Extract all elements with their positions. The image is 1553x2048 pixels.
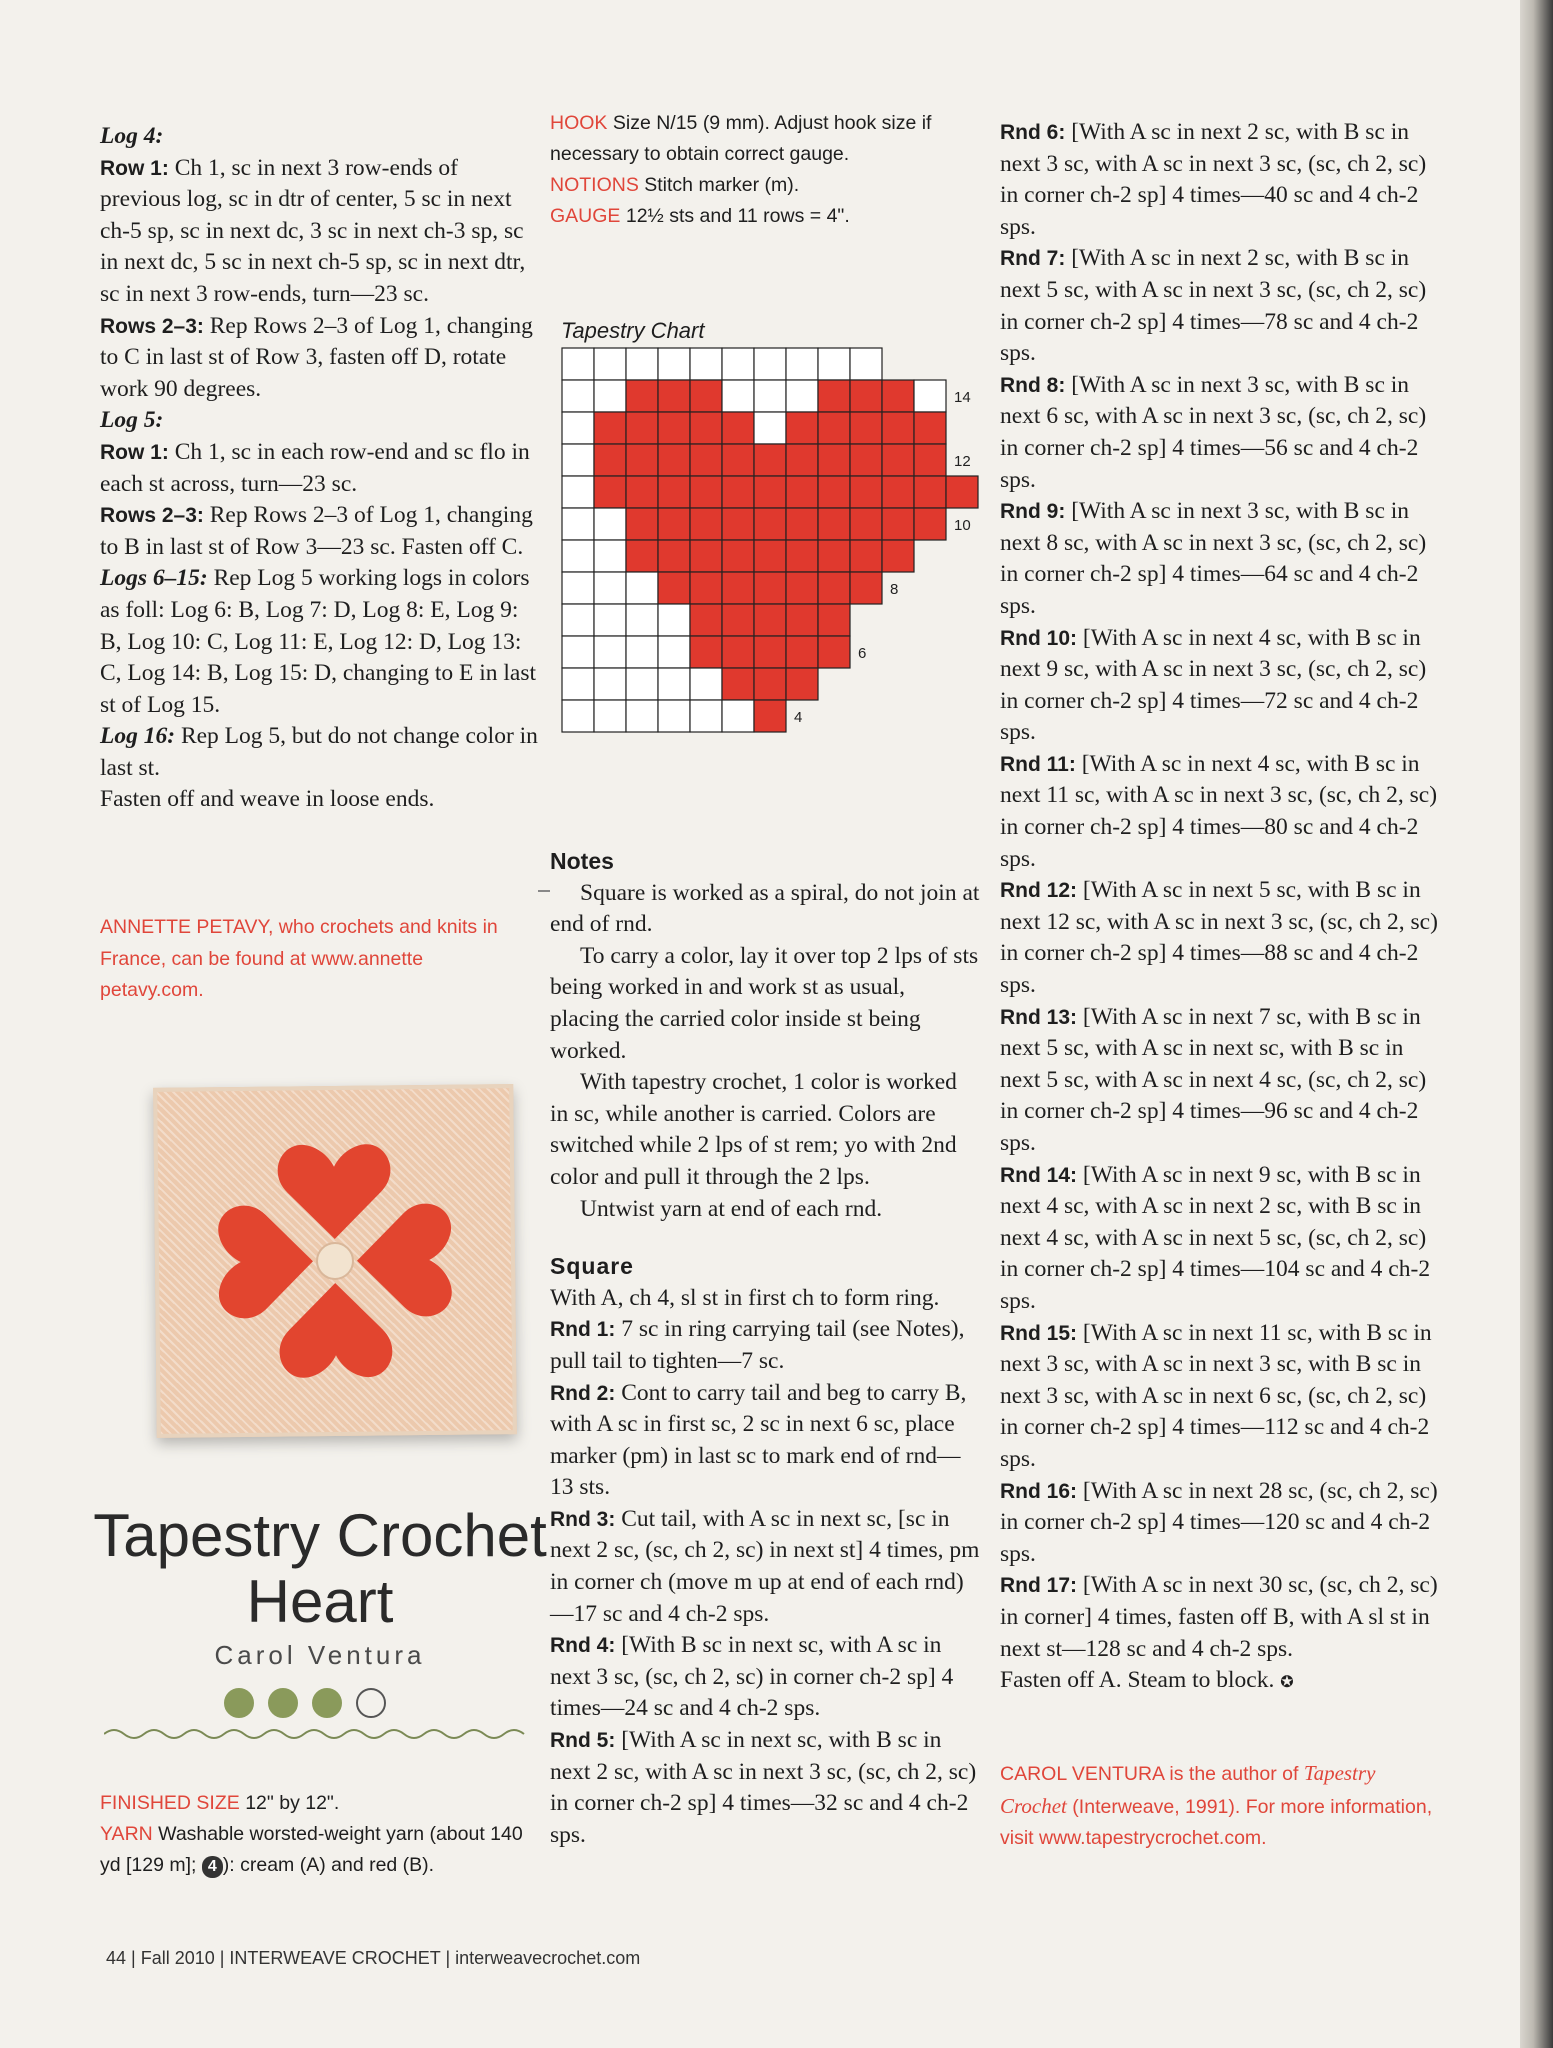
instruction-text: [With A sc in next 7 sc, with B sc in next 5 sc, with A sc in next sc, with B sc in next 5 sc, with A sc in next 4 sc, (sc, ch 2, sc) in corner ch-2 sp] 4 times—96 sc and 4 ch-2 sps. (1000, 1003, 1427, 1156)
row-label: Rows 2–3: (100, 504, 204, 528)
difficulty-dot-filled (313, 1689, 341, 1717)
chart-cell-cream (690, 668, 722, 700)
instruction-text: [With B sc in next sc, with A sc in next 3 sc, (sc, ch 2, sc) in corner ch-2 sp] 4 times—24 sc and 4 ch-2 sps. (550, 1632, 954, 1722)
chart-cell-red (626, 444, 658, 476)
rnd-label: Rnd 7: (1000, 247, 1066, 271)
chart-cell-cream (562, 668, 594, 700)
row-label: Logs 6–15: (100, 565, 208, 592)
instruction-text: With A, ch 4, sl st in first ch to form ring. (550, 1284, 940, 1311)
difficulty-rating (222, 1686, 422, 1720)
notes-paragraph: Square is worked as a spiral, do not join at end of rnd. (550, 879, 980, 938)
chart-cell-cream (562, 700, 594, 732)
chart-cell-red (850, 412, 882, 444)
chart-cell-red (722, 668, 754, 700)
round-instruction (1000, 1160, 1440, 1318)
notes-heading: Notes (550, 848, 614, 874)
instruction-text: [With A sc in next 28 sc, (sc, ch 2, sc) in corner ch-2 sp] 4 times—120 sc and 4 ch-2 sps. (1000, 1477, 1438, 1567)
instruction-text: Rep Log 5, but do not change color in last st. (100, 723, 538, 781)
rnd-label: Rnd 15: (1000, 1321, 1078, 1345)
instruction-text: [With A sc in next 11 sc, with B sc in next 3 sc, with A sc in next 3 sc, with B sc in next 3 sc, with A sc in next 6 sc, (sc, ch 2, sc) in corner ch-2 sp] 4 times—112 sc and 4 ch-2 sps. (1000, 1319, 1432, 1472)
chart-cell-red (786, 412, 818, 444)
instruction-text: Fasten off and weave in loose ends. (100, 786, 435, 813)
chart-title: Tapestry Chart (561, 318, 705, 343)
chart-cell-red (690, 444, 722, 476)
round-instruction (1000, 496, 1440, 622)
bio-text: CAROL VENTURA is the author of (1000, 1763, 1304, 1785)
chart-cell-red (690, 636, 722, 668)
instruction-text: [With A sc in next sc, with B sc in next 2 sc, with A sc in next 3 sc, (sc, ch 2, sc) in corner ch-2 sp] 4 times—32 sc and 4 ch-2 sps. (550, 1727, 977, 1848)
chart-cell-cream (594, 540, 626, 572)
chart-cell-red (658, 572, 690, 604)
rnd-label: Rnd 13: (1000, 1005, 1078, 1029)
chart-cell-red (754, 636, 786, 668)
chart-cell-cream (626, 572, 658, 604)
round-instruction (1000, 1570, 1440, 1665)
chart-cell-cream (594, 700, 626, 732)
chart-cell-cream (562, 572, 594, 604)
rnd-label: Rnd 2: (550, 1381, 616, 1405)
round-instruction (1000, 1476, 1440, 1571)
chart-cell-red (722, 636, 754, 668)
chart-cell-red (882, 444, 914, 476)
rnd-label: Rnd 14: (1000, 1163, 1078, 1187)
instruction-text: [With A sc in next 9 sc, with B sc in next 4 sc, with A sc in next 2 sc, with B sc in next 4 sc, with A sc in next 5 sc, (sc, ch 2, sc) in corner ch-2 sp] 4 times—104 sc and 4 ch-2 sps. (1000, 1161, 1431, 1314)
instruction-text: Rep Rows 2–3 of Log 1, changing to C in last st of Row 3, fasten off D, rotate work 90 degrees. (100, 312, 533, 402)
finished-size-label: FINISHED SIZE (100, 1792, 240, 1814)
chart-cell-cream (818, 348, 850, 380)
column-3 (1000, 117, 1440, 1699)
instruction-text: Ch 1, sc in each row-end and sc flo in each st across, turn—23 sc. (100, 438, 530, 497)
chart-cell-cream (562, 380, 594, 412)
chart-cell-cream (722, 380, 754, 412)
round-instruction (1000, 623, 1440, 749)
chart-cell-red (722, 444, 754, 476)
chart-cell-red (626, 508, 658, 540)
notions-text: Stitch marker (m). (638, 174, 800, 196)
difficulty-dot-empty (357, 1689, 385, 1717)
chart-cell-red (818, 572, 850, 604)
chart-cell-red (594, 444, 626, 476)
chart-cell-cream (562, 476, 594, 508)
instruction-text: [With A sc in next 5 sc, with B sc in next 12 sc, with A sc in next 3 sc, (sc, ch 2, sc) in corner ch-2 sp] 4 times—88 sc and 4 ch-2 sps. (1000, 877, 1438, 999)
difficulty-dot-filled (225, 1689, 253, 1717)
chart-cell-cream (594, 508, 626, 540)
round-instruction (1000, 1318, 1440, 1476)
chart-cell-red (786, 540, 818, 572)
row-label: Log 16: (100, 723, 176, 750)
hook-text: Size N/15 (9 mm). Adjust hook size if necessary to obtain correct gauge. (550, 112, 932, 165)
chart-cell-red (690, 380, 722, 412)
round-instruction (1000, 117, 1440, 243)
chart-cell-red (690, 476, 722, 508)
bio-text: (Interweave, 1991). For more information, visit www.tapestrycrochet.com. (1000, 1795, 1433, 1849)
chart-row-label: 4 (794, 709, 803, 726)
chart-cell-red (722, 540, 754, 572)
chart-cell-red (818, 444, 850, 476)
chart-cell-red (850, 380, 882, 412)
chart-cell-red (818, 508, 850, 540)
chart-cell-red (818, 412, 850, 444)
pattern-title: Tapestry Crochet Heart (93, 1502, 547, 1635)
yarn-weight-icon: 4 (202, 1856, 223, 1878)
chart-cell-red (626, 380, 658, 412)
chart-cell-cream (594, 636, 626, 668)
chart-cell-cream (626, 700, 658, 732)
chart-cell-red (754, 700, 786, 732)
chart-cell-red (690, 508, 722, 540)
chart-cell-cream (594, 668, 626, 700)
chart-cell-red (722, 412, 754, 444)
chart-cell-cream (562, 540, 594, 572)
chart-cell-cream (690, 700, 722, 732)
chart-cell-red (882, 380, 914, 412)
chart-cell-cream (626, 636, 658, 668)
chart-cell-red (722, 508, 754, 540)
chart-cell-red (626, 412, 658, 444)
heart-top (277, 1144, 391, 1240)
notes-paragraph: With tapestry crochet, 1 color is worked in sc, while another is carried. Colors are switched while 2 lps of st rem; yo with 2nd color and pull it through the 2 lps. (550, 1069, 957, 1190)
chart-cell-cream (594, 380, 626, 412)
row-label: Row 1: (100, 440, 169, 464)
rnd-label: Rnd 11: (1000, 752, 1076, 776)
instruction-text: [With A sc in next 3 sc, with B sc in next 8 sc, with A sc in next 3 sc, (sc, ch 2, sc) in corner ch-2 sp] 4 times—64 sc and 4 ch-2 sps. (1000, 498, 1427, 619)
chart-cell-red (754, 508, 786, 540)
chart-cell-red (754, 540, 786, 572)
heart-bottom (279, 1282, 393, 1378)
chart-cell-red (818, 380, 850, 412)
yarn-text: Washable worsted-weight yarn (about 140 yd [129 m]; (100, 1823, 523, 1876)
chart-cell-red (914, 476, 946, 508)
chart-cell-cream (658, 668, 690, 700)
chart-cell-red (754, 572, 786, 604)
chart-cell-red (882, 508, 914, 540)
chart-cell-cream (914, 380, 946, 412)
chart-cell-red (850, 572, 882, 604)
rnd-label: Rnd 16: (1000, 1479, 1078, 1503)
rnd-label: Rnd 12: (1000, 879, 1078, 903)
pattern-author: Carol Ventura (214, 1640, 426, 1670)
chart-cell-cream (626, 668, 658, 700)
chart-cell-red (786, 444, 818, 476)
chart-cell-red (754, 444, 786, 476)
chart-cell-red (690, 604, 722, 636)
chart-cell-red (914, 444, 946, 476)
chart-cell-cream (722, 348, 754, 380)
chart-cell-cream (562, 508, 594, 540)
notions-label: NOTIONS (550, 174, 639, 196)
chart-cell-red (658, 412, 690, 444)
chart-cell-red (690, 572, 722, 604)
chart-cell-red (850, 476, 882, 508)
book-title: Tapestry Crochet (1000, 1761, 1376, 1818)
chart-cell-cream (562, 604, 594, 636)
instruction-text: Cont to carry tail and beg to carry B, with A sc in first sc, 2 sc in next 6 sc, place marker (pm) in last sc to mark end of rnd—13 sts. (550, 1379, 967, 1501)
instruction-text: Rep Log 5 working logs in colors as foll: Log 6: B, Log 7: D, Log 8: E, Log 9: B, Log 10: C, Log 11: E, Log 12: D, Log 13: C, Log 14: B, Log 15: D, changing to E in last st of Log 15. (100, 565, 537, 718)
rnd-label: Rnd 1: (550, 1318, 616, 1342)
chart-cell-red (722, 572, 754, 604)
chart-cell-red (690, 540, 722, 572)
chart-cell-cream (786, 380, 818, 412)
chart-row-label: 14 (954, 389, 971, 406)
chart-cell-cream (850, 348, 882, 380)
chart-cell-red (786, 476, 818, 508)
page-footer: 44 | Fall 2010 | INTERWEAVE CROCHET | interweavecrochet.com (106, 1948, 641, 1968)
hook-label: HOOK (550, 112, 608, 134)
chart-cell-cream (786, 348, 818, 380)
instruction-text: [With A sc in next 30 sc, (sc, ch 2, sc) in corner] 4 times, fasten off B, with A sl st in next st—128 sc and 4 ch-2 sps. (1000, 1572, 1438, 1662)
rnd-label: Rnd 10: (1000, 626, 1078, 650)
instruction-text: [With A sc in next 2 sc, with B sc in next 5 sc, with A sc in next 3 sc, (sc, ch 2, sc) in corner ch-2 sp] 4 times—78 sc and 4 ch-2 sps. (1000, 245, 1427, 367)
chart-cell-red (626, 540, 658, 572)
instruction-text: Ch 1, sc in next 3 row-ends of previous log, sc in dtr of center, 5 sc in next ch-5 sp, sc in next dc, 3 sc in next ch-3 sp, sc in next dc, 5 sc in next ch-5 sp, sc in next dtr, sc in next 3 row-ends, turn—23 sc. (100, 154, 526, 307)
notes-section (550, 846, 980, 1851)
chart-cell-cream (722, 700, 754, 732)
decorative-squiggle (104, 1727, 532, 1741)
chart-cell-red (818, 540, 850, 572)
chart-cell-cream (754, 348, 786, 380)
chart-cell-cream (658, 700, 690, 732)
log4-heading: Log 4: (100, 123, 164, 149)
chart-cell-red (594, 412, 626, 444)
chart-cell-cream (594, 604, 626, 636)
instruction-text: [With A sc in next 2 sc, with B sc in next 3 sc, with A sc in next 3 sc, (sc, ch 2, sc) in corner ch-2 sp] 4 times—40 sc and 4 ch-2 sps. (1000, 119, 1427, 240)
chart-cell-red (914, 412, 946, 444)
chart-cell-red (754, 668, 786, 700)
heart-left (218, 1205, 314, 1319)
notes-paragraph: Untwist yarn at end of each rnd. (580, 1195, 883, 1222)
end-mark-icon: ✪ (1280, 1674, 1294, 1692)
rnd-label: Rnd 3: (550, 1507, 616, 1531)
rounds-list (1000, 117, 1440, 1665)
chart-cell-red (818, 476, 850, 508)
chart-cell-cream (626, 604, 658, 636)
chart-cell-red (914, 508, 946, 540)
chart-cell-cream (626, 348, 658, 380)
instruction-text: Rep Rows 2–3 of Log 1, changing to B in last st of Row 3—23 sc. Fasten off C. (100, 502, 533, 560)
chart-cell-red (754, 604, 786, 636)
chart-row-label: 6 (858, 645, 867, 662)
chart-cell-red (626, 476, 658, 508)
chart-row-label: 8 (890, 581, 899, 598)
chart-cell-red (882, 476, 914, 508)
round-instruction (1000, 243, 1440, 369)
chart-cell-cream (754, 412, 786, 444)
chart-cell-red (786, 636, 818, 668)
square-heading: Square (550, 1253, 634, 1280)
chart-cell-red (658, 540, 690, 572)
chart-cell-cream (754, 380, 786, 412)
chart-cell-red (850, 508, 882, 540)
row-label: Rows 2–3: (100, 314, 204, 338)
heart-swatch-illustration (157, 1088, 513, 1434)
chart-cell-cream (562, 348, 594, 380)
instruction-text: 7 sc in ring carrying tail (see Notes), pull tail to tighten—7 sc. (550, 1316, 965, 1374)
instruction-text: Fasten off A. Steam to block. (1000, 1667, 1275, 1694)
crochet-swatch-photo (153, 1084, 517, 1438)
heart-right (356, 1203, 452, 1317)
chart-cell-red (818, 636, 850, 668)
log5-heading: Log 5: (100, 407, 164, 434)
rnd-label: Rnd 8: (1000, 373, 1066, 397)
chart-row-label: 10 (954, 517, 971, 534)
finished-size-value: 12" by 12". (239, 1792, 340, 1814)
round-instruction (1000, 749, 1440, 875)
chart-cell-red (786, 508, 818, 540)
materials-col1 (100, 1788, 540, 1881)
chart-cell-red (786, 668, 818, 700)
row-label: Row 1: (100, 156, 169, 180)
chart-cell-red (818, 604, 850, 636)
designer-bio: ANNETTE PETAVY, who crochets and knits in France, can be found at www.annette petavy.com. (100, 916, 498, 1001)
instruction-text: [With A sc in next 3 sc, with B sc in next 6 sc, with A sc in next 3 sc, (sc, ch 2, sc) in corner ch-2 sp] 4 times—56 sc and 4 ch-2 sps. (1000, 371, 1427, 493)
chart-cell-red (690, 412, 722, 444)
chart-cell-red (722, 476, 754, 508)
chart-cell-cream (690, 348, 722, 380)
instruction-text: [With A sc in next 4 sc, with B sc in next 11 sc, with A sc in next 3 sc, (sc, ch 2, sc) in corner ch-2 sp] 4 times—80 sc and 4 ch-2 sps. (1000, 750, 1438, 872)
rnd-label: Rnd 5: (550, 1729, 616, 1753)
gauge-label: GAUGE (550, 205, 621, 227)
round-instruction (1000, 1002, 1440, 1160)
chart-cell-red (882, 412, 914, 444)
chart-cell-red (658, 476, 690, 508)
yarn-label: YARN (100, 1823, 153, 1845)
rnd-label: Rnd 17: (1000, 1574, 1078, 1598)
chart-cell-red (658, 444, 690, 476)
chart-row-label: 12 (954, 453, 971, 470)
page-edge (1520, 0, 1553, 2048)
chart-cell-red (722, 604, 754, 636)
round-instruction (1000, 875, 1440, 1001)
chart-cell-red (850, 444, 882, 476)
margin-mark (538, 890, 550, 892)
chart-cell-cream (658, 604, 690, 636)
difficulty-dot-filled (269, 1689, 297, 1717)
chart-cell-red (850, 540, 882, 572)
chart-cell-cream (562, 412, 594, 444)
chart-cell-red (946, 476, 978, 508)
chart-cell-red (658, 508, 690, 540)
rnd-label: Rnd 4: (550, 1634, 616, 1658)
chart-cell-cream (594, 572, 626, 604)
chart-cell-cream (562, 636, 594, 668)
chart-cell-red (786, 572, 818, 604)
chart-cell-red (594, 476, 626, 508)
chart-cell-red (658, 380, 690, 412)
rnd-label: Rnd 9: (1000, 500, 1066, 524)
author-bio (1000, 1758, 1440, 1855)
materials-col2 (550, 108, 980, 232)
rnd-label: Rnd 6: (1000, 121, 1066, 144)
chart-cell-cream (594, 348, 626, 380)
chart-cell-red (786, 604, 818, 636)
yarn-text: ): cream (A) and red (B). (222, 1854, 435, 1876)
gauge-text: 12½ sts and 11 rows = 4". (620, 205, 850, 227)
chart-cell-cream (658, 348, 690, 380)
chart-cell-cream (658, 636, 690, 668)
round-instruction (1000, 370, 1440, 496)
chart-cell-red (882, 540, 914, 572)
instruction-text: Cut tail, with A sc in next sc, [sc in next 2 sc, (sc, ch 2, sc) in next st] 4 times, pm in corner ch (move m up at end of each rnd)—17 sc and 4 ch-2 sps. (550, 1505, 980, 1627)
tapestry-chart (560, 346, 980, 746)
chart-cell-cream (562, 444, 594, 476)
column-1 (100, 121, 540, 816)
chart-cell-red (754, 476, 786, 508)
notes-paragraph: To carry a color, lay it over top 2 lps of sts being worked in and work st as usual, placing the carried color inside st being worked. (550, 942, 979, 1064)
instruction-text: [With A sc in next 4 sc, with B sc in next 9 sc, with A sc in next 3 sc, (sc, ch 2, sc) in corner ch-2 sp] 4 times—72 sc and 4 ch-2 sps. (1000, 624, 1427, 746)
